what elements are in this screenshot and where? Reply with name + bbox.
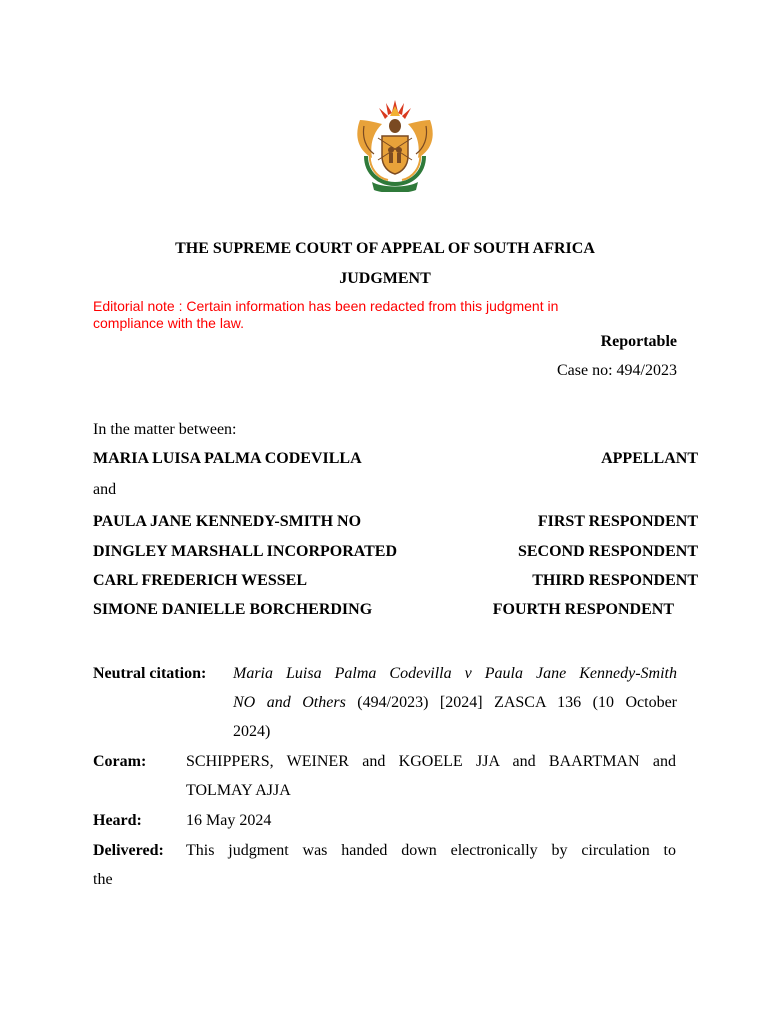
respondent-row xyxy=(93,572,698,594)
party-role: APPELLANT xyxy=(601,450,698,467)
respondent-row xyxy=(93,601,698,623)
editorial-note-line: Editorial note : Certain information has been redacted from this judgment in xyxy=(93,298,559,314)
reportable-label: Reportable xyxy=(600,333,677,350)
delivered-text-line: the xyxy=(93,871,113,888)
court-title: THE SUPREME COURT OF APPEAL OF SOUTH AFRICA xyxy=(175,240,595,257)
document-type: JUDGMENT xyxy=(339,270,431,287)
coat-of-arms-emblem xyxy=(352,98,438,192)
neutral-citation-label: Neutral citation: xyxy=(93,665,207,682)
party-name: DINGLEY MARSHALL INCORPORATED xyxy=(93,543,398,560)
coram-judges-line: SCHIPPERS, WEINER and KGOELE JJA and BAARTMAN and xyxy=(186,753,676,770)
party-role: FOURTH RESPONDENT xyxy=(492,601,674,618)
parties-intro: In the matter between: xyxy=(93,421,237,438)
coram-label: Coram: xyxy=(93,753,147,770)
neutral-citation-line xyxy=(233,665,677,683)
party-role: SECOND RESPONDENT xyxy=(517,543,698,560)
neutral-citation-date: 2024) xyxy=(233,723,271,740)
neutral-citation-case-name: Maria Luisa Palma Codevilla v Paula Jane Kennedy-Smith xyxy=(233,665,677,682)
respondent-row xyxy=(93,513,698,535)
coram-judges-line: TOLMAY AJJA xyxy=(186,782,291,799)
heard-label: Heard: xyxy=(93,812,142,829)
appellant-row xyxy=(93,450,698,472)
party-name: SIMONE DANIELLE BORCHERDING xyxy=(93,601,373,618)
and-conjunction: and xyxy=(93,481,117,498)
neutral-citation-reference: (494/2023) [2024] ZASCA 136 (10 October xyxy=(345,694,678,711)
delivered-text-line: This judgment was handed down electronically by circulation to xyxy=(186,842,676,859)
party-role: THIRD RESPONDENT xyxy=(532,572,698,589)
editorial-note xyxy=(93,298,653,332)
case-number: Case no: 494/2023 xyxy=(557,362,677,379)
party-name: CARL FREDERICH WESSEL xyxy=(93,572,307,589)
neutral-citation-line xyxy=(233,694,677,712)
party-name: MARIA LUISA PALMA CODEVILLA xyxy=(93,450,362,467)
delivered-label: Delivered: xyxy=(93,842,164,859)
editorial-note-line: compliance with the law. xyxy=(93,315,244,331)
party-role: FIRST RESPONDENT xyxy=(537,513,698,530)
heard-date: 16 May 2024 xyxy=(186,812,272,829)
party-name: PAULA JANE KENNEDY-SMITH NO xyxy=(93,513,362,530)
respondent-row xyxy=(93,543,698,565)
neutral-citation-others: NO and Others xyxy=(233,694,346,711)
